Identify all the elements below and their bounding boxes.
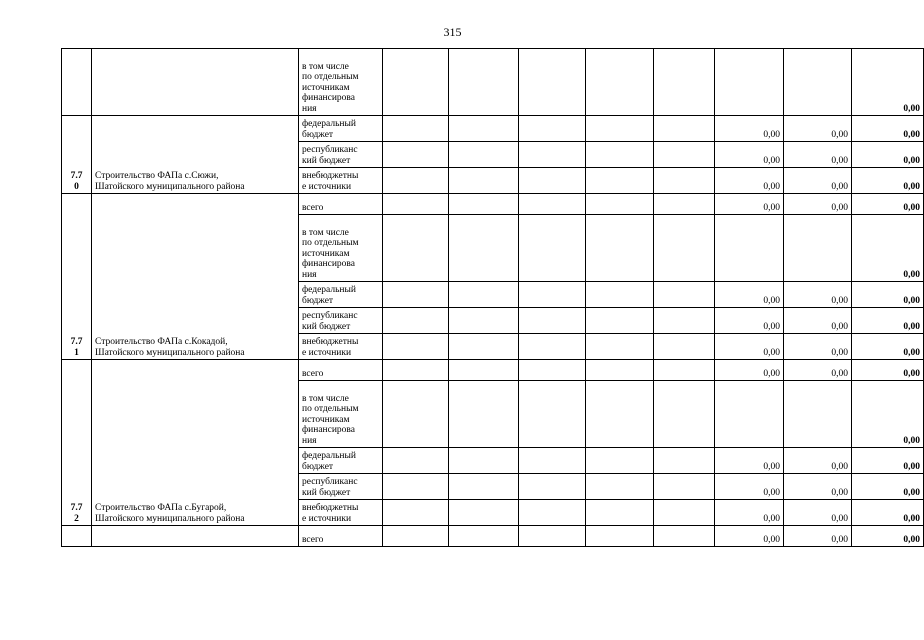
value-cell <box>519 360 586 381</box>
value-cell <box>383 142 449 168</box>
value-cell: 0,00 <box>852 474 924 500</box>
value-cell: 0,00 <box>715 526 784 547</box>
value-cell <box>586 194 654 215</box>
value-cell: 0,00 <box>852 194 924 215</box>
item-name: Строительство ФАПа с.Сюжи, Шатойского муниципального района <box>92 116 299 194</box>
value-cell: 0,00 <box>852 448 924 474</box>
value-cell: 0,00 <box>784 526 852 547</box>
value-cell <box>383 360 449 381</box>
value-cell <box>654 526 715 547</box>
value-cell <box>654 334 715 360</box>
item-name <box>92 526 299 547</box>
value-cell <box>586 308 654 334</box>
value-cell <box>519 474 586 500</box>
funding-source: республиканс кий бюджет <box>299 474 383 500</box>
funding-source: внебюджетны е источники <box>299 334 383 360</box>
value-cell <box>586 448 654 474</box>
funding-source: федеральный бюджет <box>299 448 383 474</box>
funding-source: в том числе по отдельным источникам финансирова ния <box>299 49 383 116</box>
value-cell <box>654 448 715 474</box>
value-cell <box>383 308 449 334</box>
value-cell <box>383 474 449 500</box>
value-cell <box>449 282 519 308</box>
value-cell <box>383 215 449 282</box>
item-name: Строительство ФАПа с.Кокадой, Шатойского муниципального района <box>92 194 299 360</box>
value-cell <box>586 526 654 547</box>
value-cell <box>654 360 715 381</box>
value-cell <box>586 142 654 168</box>
value-cell <box>519 142 586 168</box>
value-cell <box>519 49 586 116</box>
value-cell <box>383 116 449 142</box>
value-cell: 0,00 <box>852 168 924 194</box>
funding-source: республиканс кий бюджет <box>299 308 383 334</box>
value-cell: 0,00 <box>715 334 784 360</box>
table-body <box>62 49 924 547</box>
value-cell: 0,00 <box>715 194 784 215</box>
value-cell: 0,00 <box>852 49 924 116</box>
item-number <box>62 526 92 547</box>
table-row <box>62 360 924 381</box>
value-cell: 0,00 <box>784 282 852 308</box>
item-name: Строительство ФАПа с.Бугарой, Шатойского муниципального района <box>92 360 299 526</box>
value-cell <box>519 215 586 282</box>
value-cell: 0,00 <box>852 116 924 142</box>
value-cell: 0,00 <box>784 308 852 334</box>
value-cell <box>383 194 449 215</box>
value-cell <box>449 474 519 500</box>
value-cell <box>654 116 715 142</box>
table-row <box>62 49 924 116</box>
value-cell <box>383 448 449 474</box>
funding-source: в том числе по отдельным источникам финансирова ния <box>299 381 383 448</box>
value-cell <box>449 500 519 526</box>
value-cell: 0,00 <box>715 116 784 142</box>
value-cell <box>449 334 519 360</box>
funding-source: федеральный бюджет <box>299 282 383 308</box>
value-cell <box>449 168 519 194</box>
value-cell <box>586 282 654 308</box>
value-cell: 0,00 <box>715 142 784 168</box>
value-cell <box>586 49 654 116</box>
funding-source: в том числе по отдельным источникам финансирова ния <box>299 215 383 282</box>
value-cell: 0,00 <box>852 308 924 334</box>
value-cell <box>383 526 449 547</box>
value-cell <box>449 360 519 381</box>
value-cell <box>449 215 519 282</box>
value-cell <box>449 194 519 215</box>
value-cell <box>654 474 715 500</box>
funding-source: внебюджетны е источники <box>299 500 383 526</box>
value-cell: 0,00 <box>784 142 852 168</box>
value-cell <box>449 142 519 168</box>
funding-source: федеральный бюджет <box>299 116 383 142</box>
value-cell: 0,00 <box>784 168 852 194</box>
funding-source: всего <box>299 194 383 215</box>
value-cell <box>519 308 586 334</box>
value-cell: 0,00 <box>784 448 852 474</box>
value-cell: 0,00 <box>715 360 784 381</box>
value-cell <box>383 500 449 526</box>
value-cell: 0,00 <box>715 168 784 194</box>
value-cell: 0,00 <box>784 116 852 142</box>
item-name <box>92 49 299 116</box>
value-cell <box>449 381 519 448</box>
item-number: 7.7 1 <box>62 194 92 360</box>
value-cell <box>586 360 654 381</box>
item-number: 7.7 2 <box>62 360 92 526</box>
funding-source: республиканс кий бюджет <box>299 142 383 168</box>
value-cell: 0,00 <box>852 381 924 448</box>
value-cell <box>519 334 586 360</box>
budget-table <box>61 48 924 547</box>
value-cell <box>654 381 715 448</box>
value-cell: 0,00 <box>715 500 784 526</box>
value-cell: 0,00 <box>852 526 924 547</box>
value-cell: 0,00 <box>784 194 852 215</box>
value-cell <box>519 381 586 448</box>
table-row <box>62 526 924 547</box>
funding-source: всего <box>299 360 383 381</box>
value-cell <box>449 448 519 474</box>
value-cell <box>519 448 586 474</box>
value-cell: 0,00 <box>852 215 924 282</box>
item-number: 7.7 0 <box>62 116 92 194</box>
value-cell <box>654 194 715 215</box>
value-cell <box>586 215 654 282</box>
item-number <box>62 49 92 116</box>
value-cell <box>383 381 449 448</box>
value-cell: 0,00 <box>715 308 784 334</box>
table-row <box>62 116 924 142</box>
page-number: 315 <box>443 25 462 39</box>
value-cell <box>784 381 852 448</box>
value-cell <box>586 116 654 142</box>
value-cell <box>715 381 784 448</box>
value-cell <box>654 500 715 526</box>
value-cell: 0,00 <box>784 500 852 526</box>
value-cell <box>586 381 654 448</box>
value-cell <box>654 168 715 194</box>
value-cell: 0,00 <box>852 360 924 381</box>
value-cell <box>586 168 654 194</box>
value-cell <box>586 500 654 526</box>
value-cell <box>654 49 715 116</box>
value-cell: 0,00 <box>852 334 924 360</box>
value-cell: 0,00 <box>715 448 784 474</box>
value-cell <box>383 168 449 194</box>
value-cell <box>715 49 784 116</box>
value-cell <box>654 308 715 334</box>
value-cell <box>449 116 519 142</box>
value-cell <box>654 215 715 282</box>
value-cell: 0,00 <box>852 282 924 308</box>
value-cell: 0,00 <box>784 360 852 381</box>
value-cell <box>449 49 519 116</box>
value-cell <box>784 49 852 116</box>
funding-source: внебюджетны е источники <box>299 168 383 194</box>
value-cell: 0,00 <box>715 474 784 500</box>
value-cell <box>383 49 449 116</box>
value-cell <box>715 215 784 282</box>
value-cell <box>519 116 586 142</box>
value-cell <box>586 334 654 360</box>
value-cell <box>519 282 586 308</box>
value-cell <box>519 194 586 215</box>
value-cell: 0,00 <box>784 474 852 500</box>
value-cell: 0,00 <box>852 142 924 168</box>
value-cell <box>654 142 715 168</box>
value-cell: 0,00 <box>784 334 852 360</box>
value-cell <box>449 526 519 547</box>
value-cell <box>654 282 715 308</box>
value-cell: 0,00 <box>715 282 784 308</box>
value-cell <box>519 168 586 194</box>
value-cell <box>449 308 519 334</box>
table-row <box>62 194 924 215</box>
value-cell <box>519 526 586 547</box>
value-cell <box>383 282 449 308</box>
value-cell <box>383 334 449 360</box>
value-cell: 0,00 <box>852 500 924 526</box>
value-cell <box>784 215 852 282</box>
funding-source: всего <box>299 526 383 547</box>
value-cell <box>586 474 654 500</box>
value-cell <box>519 500 586 526</box>
